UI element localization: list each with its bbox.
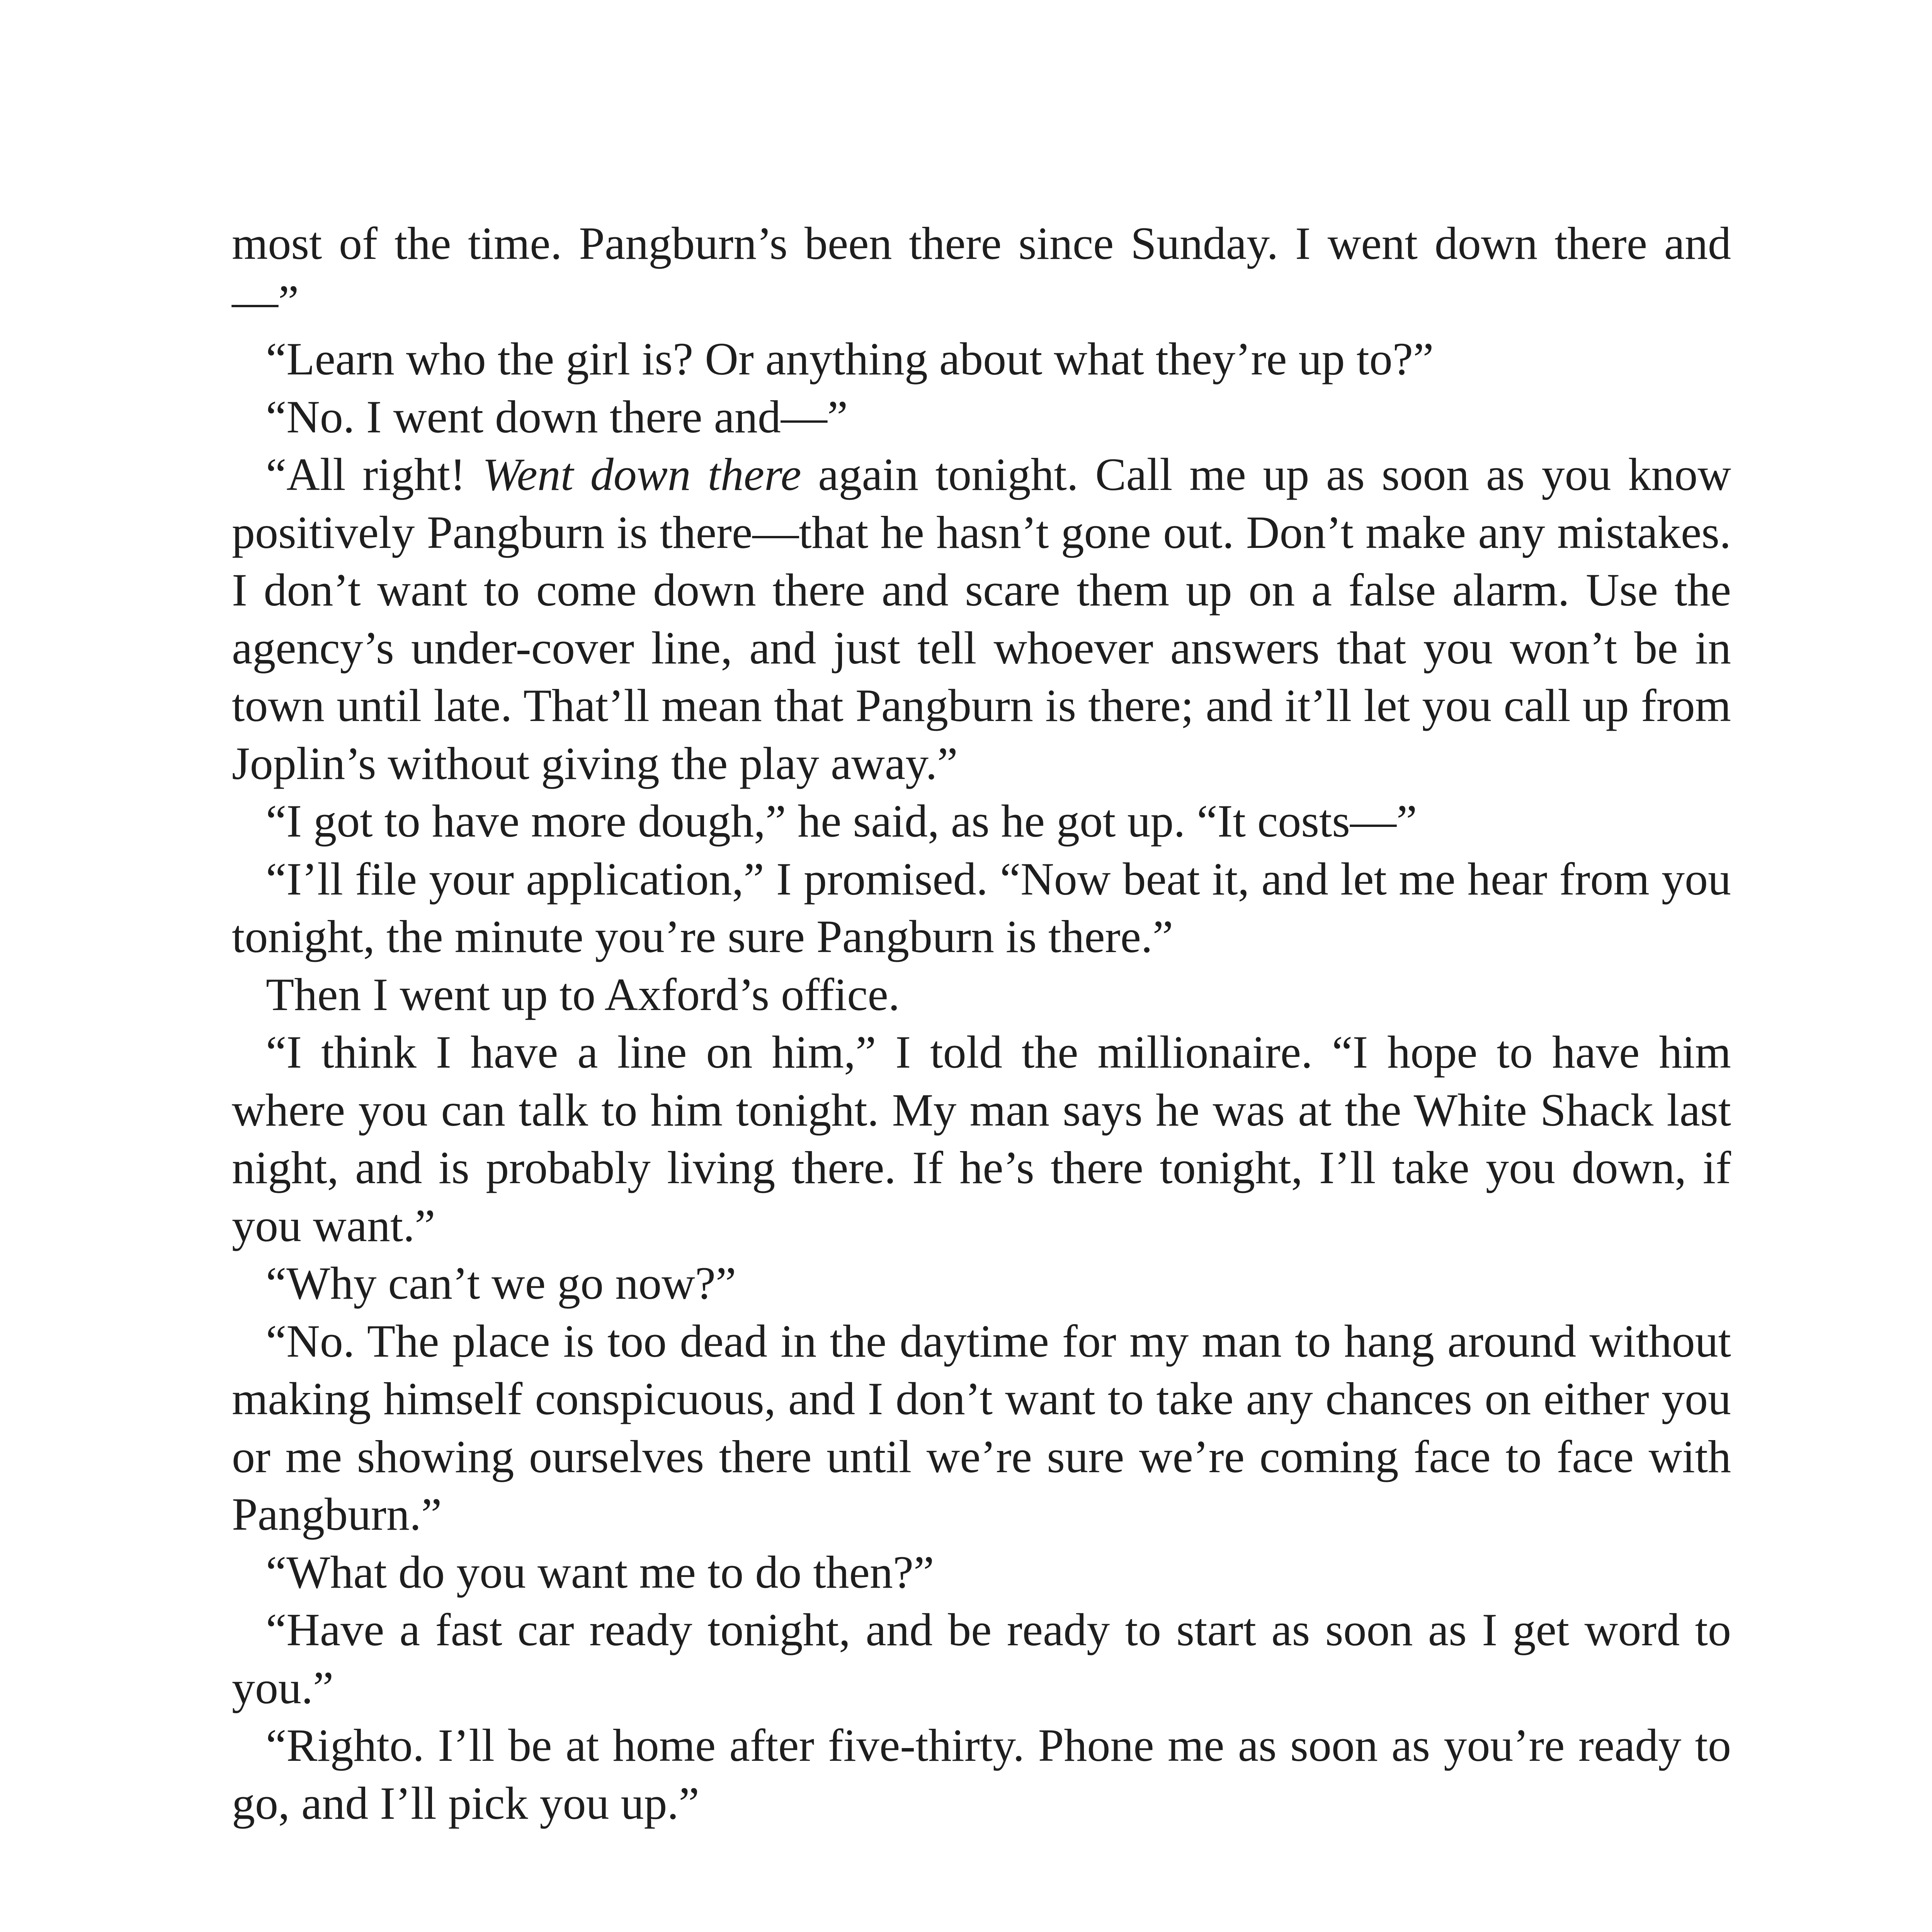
paragraph-8: “Why can’t we go now?” [266,1257,736,1309]
paragraph-12: “Righto. I’ll be at home after five-thirty. Phone me as soon as you’re ready to go, and I’ll pick you up.” [232,1719,1731,1829]
paragraph-11: “Have a fast car ready tonight, and be ready to start as soon as I get word to you.” [232,1604,1731,1713]
paragraph-10: “What do you want me to do then?” [266,1546,934,1598]
paragraph-1: “Learn who the girl is? Or anything about what they’re up to?” [266,333,1434,384]
paragraph-6: Then I went up to Axford’s office. [266,968,900,1020]
paragraph-4: “I got to have more dough,” he said, as he got up. “It costs—” [266,795,1417,847]
paragraph-3 [232,446,1731,792]
page-text [232,214,1731,1932]
paragraph-9: “No. The place is too dead in the daytime for my man to hang around without making himself conspicuous, and I don’t want to take any chances on either you or me showing ourselves there until we’re sure we’re coming face to face with Pangburn.” [232,1315,1731,1540]
paragraph-3-start: “All right! [266,449,483,500]
paragraph-5: “I’ll file your application,” I promised. “Now beat it, and let me hear from you tonight, the minute you’re sure Pangburn is there.” [232,853,1731,962]
paragraph-0: most of the time. Pangburn’s been there since Sunday. I went down there and —” [232,218,1731,327]
italic-phrase: Went down there [482,449,801,500]
paragraph-7: “I think I have a line on him,” I told the millionaire. “I hope to have him where you can talk to him tonight. My man says he was at the White Shack last night, and is probably living there. If he’s there tonight, I’ll take you down, if you want.” [232,1026,1731,1251]
paragraph-2: “No. I went down there and—” [266,391,848,442]
paragraph-3-rest: again tonight. Call me up as soon as you know positively Pangburn is there—that he hasn’t gone out. Don’t make any mistakes. I don’t want to come down there and scare them up on a false alarm. Use the agency’s under-cover line, and just tell whoever answers that you won’t be in town until late. That’ll mean that Pangburn is there; and it’ll let you call up from Joplin’s without giving the play away.” [232,449,1731,789]
chapter-heading [232,1832,1731,1932]
